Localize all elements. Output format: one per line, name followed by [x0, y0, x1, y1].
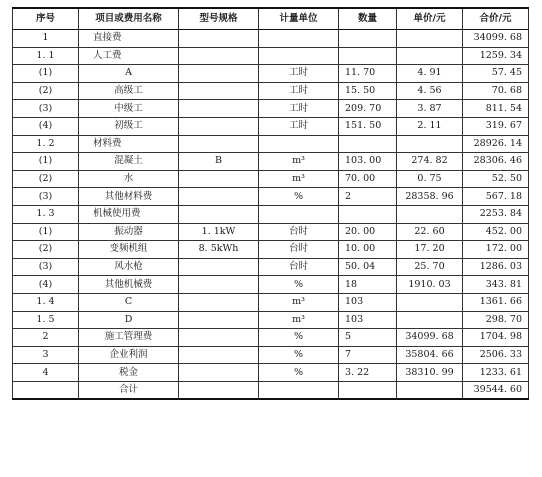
cell-item-name: 企业利润	[79, 346, 179, 364]
cell-unit-price: 1910. 03	[397, 276, 463, 294]
cell-seq: (3)	[13, 258, 79, 276]
cell-unit-price	[397, 47, 463, 65]
cell-unit: 工时	[259, 65, 339, 83]
cell-seq: 2	[13, 329, 79, 347]
cell-unit-price: 35804. 66	[397, 346, 463, 364]
table-row	[13, 135, 529, 153]
cell-unit	[259, 47, 339, 65]
table-row	[13, 241, 529, 259]
cell-quantity: 103. 00	[339, 153, 397, 171]
cell-seq: (2)	[13, 170, 79, 188]
cell-seq: (2)	[13, 241, 79, 259]
cell-item-name: 机械使用费	[79, 205, 179, 223]
cell-total-price: 1286. 03	[463, 258, 529, 276]
cell-unit-price	[397, 381, 463, 399]
header-item-name: 项目或费用名称	[79, 8, 179, 30]
cell-quantity: 15. 50	[339, 82, 397, 100]
cell-model	[179, 47, 259, 65]
cell-model	[179, 381, 259, 399]
cell-unit-price: 4. 91	[397, 65, 463, 83]
cell-model	[179, 311, 259, 329]
cell-quantity: 2	[339, 188, 397, 206]
cell-model	[179, 205, 259, 223]
cell-unit: m³	[259, 293, 339, 311]
cell-model: B	[179, 153, 259, 171]
cell-unit: 工时	[259, 117, 339, 135]
cell-seq: 1. 2	[13, 135, 79, 153]
cost-table-container	[12, 7, 528, 400]
cell-model: 1. 1kW	[179, 223, 259, 241]
cell-quantity: 151. 50	[339, 117, 397, 135]
cell-seq	[13, 381, 79, 399]
cell-seq: 1. 3	[13, 205, 79, 223]
cell-unit: 台时	[259, 241, 339, 259]
cell-quantity: 5	[339, 329, 397, 347]
table-row	[13, 100, 529, 118]
table-row	[13, 47, 529, 65]
cell-quantity: 3. 22	[339, 364, 397, 382]
cell-quantity: 50. 04	[339, 258, 397, 276]
cell-item-name: A	[79, 65, 179, 83]
cell-unit-price: 274. 82	[397, 153, 463, 171]
cell-total-price: 1233. 61	[463, 364, 529, 382]
cell-item-name: 高级工	[79, 82, 179, 100]
cell-model	[179, 188, 259, 206]
cell-item-name: D	[79, 311, 179, 329]
cell-seq: 1	[13, 30, 79, 48]
cell-quantity: 103	[339, 311, 397, 329]
cost-table	[12, 7, 529, 400]
cell-unit-price	[397, 311, 463, 329]
cell-seq: (2)	[13, 82, 79, 100]
cell-model	[179, 329, 259, 347]
table-row	[13, 311, 529, 329]
cell-unit: m³	[259, 170, 339, 188]
cell-model	[179, 364, 259, 382]
table-row	[13, 346, 529, 364]
table-row	[13, 223, 529, 241]
cell-unit-price: 25. 70	[397, 258, 463, 276]
cell-seq: 3	[13, 346, 79, 364]
cell-quantity: 20. 00	[339, 223, 397, 241]
cell-total-price: 1704. 98	[463, 329, 529, 347]
cell-unit: %	[259, 329, 339, 347]
header-unit-price: 单价/元	[397, 8, 463, 30]
cell-total-price: 52. 50	[463, 170, 529, 188]
cell-model	[179, 276, 259, 294]
cell-unit-price	[397, 30, 463, 48]
cell-unit-price: 34099. 68	[397, 329, 463, 347]
cell-unit-price: 28358. 96	[397, 188, 463, 206]
cell-unit-price	[397, 205, 463, 223]
cell-total-price: 2253. 84	[463, 205, 529, 223]
cell-item-name: 人工费	[79, 47, 179, 65]
cell-model	[179, 100, 259, 118]
cell-model	[179, 30, 259, 48]
cell-unit	[259, 30, 339, 48]
header-quantity: 数量	[339, 8, 397, 30]
cell-unit-price	[397, 135, 463, 153]
cell-model	[179, 82, 259, 100]
header-unit: 计量单位	[259, 8, 339, 30]
cell-unit: 台时	[259, 223, 339, 241]
cell-item-name: C	[79, 293, 179, 311]
cell-model	[179, 170, 259, 188]
cell-item-name: 施工管理费	[79, 329, 179, 347]
cell-total-price: 28926. 14	[463, 135, 529, 153]
cell-seq: (1)	[13, 65, 79, 83]
cell-total-price: 298. 70	[463, 311, 529, 329]
table-row	[13, 117, 529, 135]
cell-total-price: 2506. 33	[463, 346, 529, 364]
table-header-row	[13, 8, 529, 30]
table-row	[13, 30, 529, 48]
cell-seq: (3)	[13, 188, 79, 206]
cell-quantity: 10. 00	[339, 241, 397, 259]
cell-total-price: 452. 00	[463, 223, 529, 241]
cell-unit	[259, 381, 339, 399]
cell-unit: 工时	[259, 82, 339, 100]
cell-model	[179, 346, 259, 364]
cell-total-price: 1361. 66	[463, 293, 529, 311]
cell-quantity	[339, 30, 397, 48]
cell-seq: (4)	[13, 276, 79, 294]
cell-seq: 1. 1	[13, 47, 79, 65]
cell-unit: %	[259, 364, 339, 382]
cell-total-price: 28306. 46	[463, 153, 529, 171]
cell-quantity: 7	[339, 346, 397, 364]
cell-quantity: 103	[339, 293, 397, 311]
cell-quantity: 209. 70	[339, 100, 397, 118]
cell-unit: m³	[259, 311, 339, 329]
cell-quantity: 11. 70	[339, 65, 397, 83]
cell-model	[179, 258, 259, 276]
cell-model	[179, 65, 259, 83]
cell-unit-price: 4. 56	[397, 82, 463, 100]
cell-item-name: 中级工	[79, 100, 179, 118]
cell-seq: (4)	[13, 117, 79, 135]
cell-total-price: 1259. 34	[463, 47, 529, 65]
cell-seq: 1. 5	[13, 311, 79, 329]
cell-total-price: 172. 00	[463, 241, 529, 259]
cell-total-price: 319. 67	[463, 117, 529, 135]
cell-unit	[259, 135, 339, 153]
cell-item-name: 材料费	[79, 135, 179, 153]
cell-unit: m³	[259, 153, 339, 171]
cell-quantity: 70. 00	[339, 170, 397, 188]
table-row	[13, 329, 529, 347]
header-seq: 序号	[13, 8, 79, 30]
cell-item-name: 直接费	[79, 30, 179, 48]
cell-unit-price: 22. 60	[397, 223, 463, 241]
cell-item-name: 风水枪	[79, 258, 179, 276]
table-row	[13, 293, 529, 311]
cell-unit-price: 3. 87	[397, 100, 463, 118]
cell-item-name: 水	[79, 170, 179, 188]
cell-seq: (3)	[13, 100, 79, 118]
table-row	[13, 82, 529, 100]
table-row	[13, 258, 529, 276]
cell-quantity	[339, 47, 397, 65]
cell-seq: (1)	[13, 153, 79, 171]
cell-quantity	[339, 205, 397, 223]
cell-item-name: 税金	[79, 364, 179, 382]
cell-quantity: 18	[339, 276, 397, 294]
cell-unit: %	[259, 276, 339, 294]
cell-total-price: 70. 68	[463, 82, 529, 100]
cell-item-name: 变频机组	[79, 241, 179, 259]
cell-unit-price: 38310. 99	[397, 364, 463, 382]
cell-seq: 4	[13, 364, 79, 382]
table-row	[13, 381, 529, 399]
cell-item-name: 其他材料费	[79, 188, 179, 206]
cell-total-price: 343. 81	[463, 276, 529, 294]
cell-seq: 1. 4	[13, 293, 79, 311]
cell-unit-price	[397, 293, 463, 311]
cell-total-price: 57. 45	[463, 65, 529, 83]
cell-item-name: 混凝土	[79, 153, 179, 171]
cell-model	[179, 117, 259, 135]
cell-model: 8. 5kWh	[179, 241, 259, 259]
cell-quantity	[339, 381, 397, 399]
cell-item-name: 振动器	[79, 223, 179, 241]
cell-unit: %	[259, 188, 339, 206]
cell-total-price: 811. 54	[463, 100, 529, 118]
table-row	[13, 170, 529, 188]
header-model: 型号规格	[179, 8, 259, 30]
table-body	[13, 30, 529, 400]
cell-model	[179, 135, 259, 153]
cell-model	[179, 293, 259, 311]
cell-unit: %	[259, 346, 339, 364]
cell-unit-price: 17. 20	[397, 241, 463, 259]
cell-unit-price: 0. 75	[397, 170, 463, 188]
cell-item-name: 其他机械费	[79, 276, 179, 294]
table-row	[13, 65, 529, 83]
cell-unit: 工时	[259, 100, 339, 118]
header-total-price: 合价/元	[463, 8, 529, 30]
table-row	[13, 364, 529, 382]
cell-item-name: 合计	[79, 381, 179, 399]
cell-seq: (1)	[13, 223, 79, 241]
cell-unit	[259, 205, 339, 223]
cell-unit: 台时	[259, 258, 339, 276]
table-row	[13, 205, 529, 223]
table-row	[13, 153, 529, 171]
cell-total-price: 567. 18	[463, 188, 529, 206]
cell-total-price: 39544. 60	[463, 381, 529, 399]
cell-unit-price: 2. 11	[397, 117, 463, 135]
cell-total-price: 34099. 68	[463, 30, 529, 48]
table-row	[13, 188, 529, 206]
cell-item-name: 初级工	[79, 117, 179, 135]
table-row	[13, 276, 529, 294]
cell-quantity	[339, 135, 397, 153]
